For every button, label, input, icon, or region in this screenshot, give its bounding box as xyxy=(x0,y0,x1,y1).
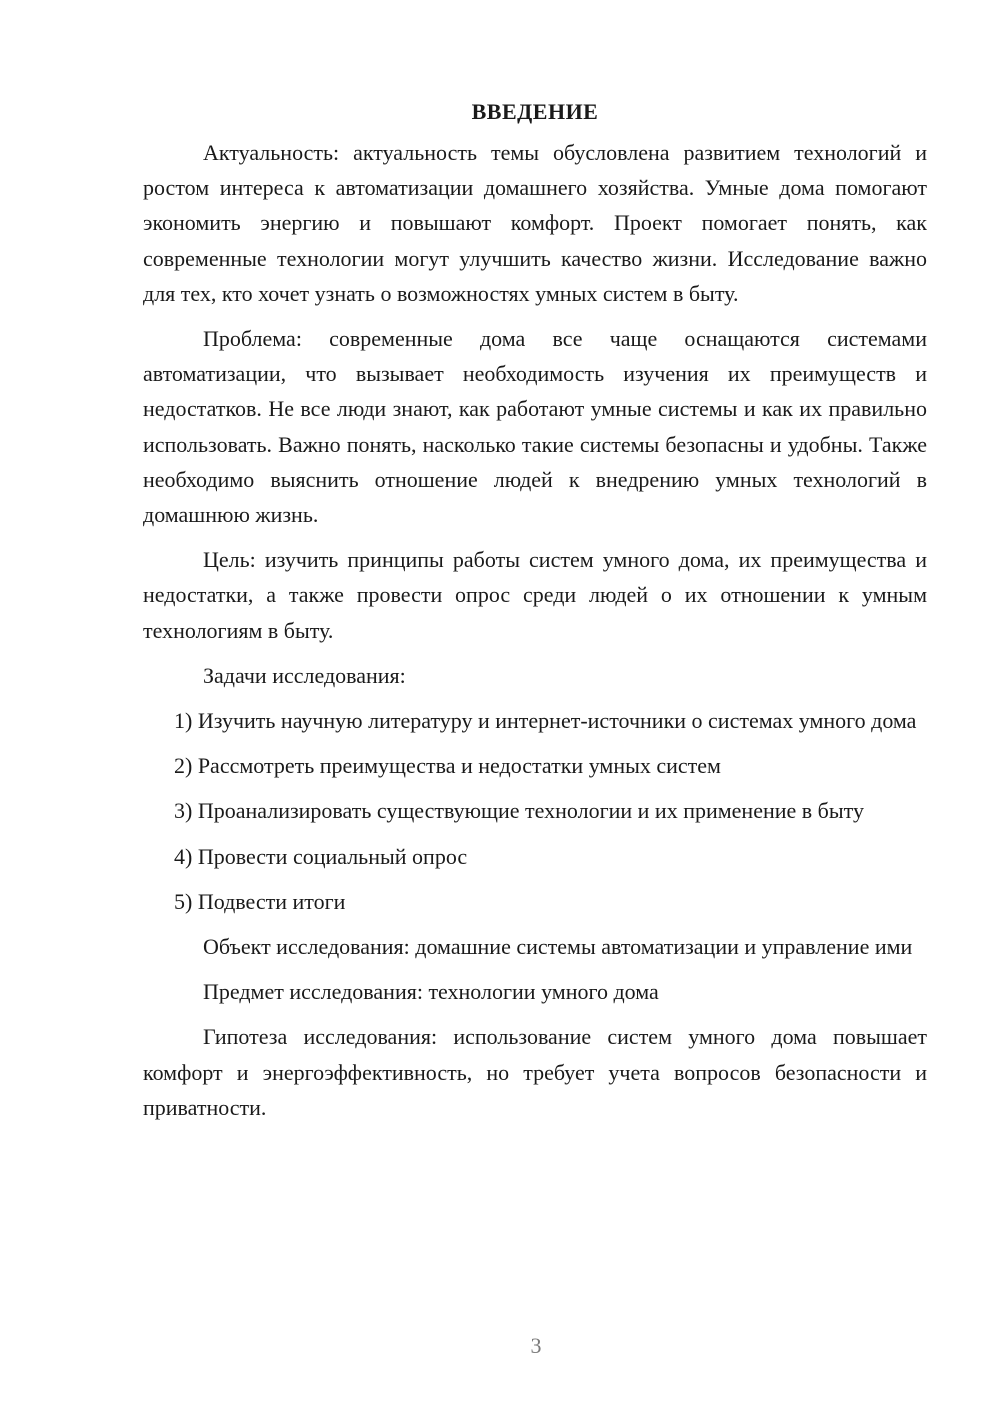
paragraph-object: Объект исследования: домашние системы автоматизации и управление ими xyxy=(203,934,913,960)
task-item-3: 3) Проанализировать существующие технологии и их применение в быту xyxy=(174,798,864,824)
paragraph-hypothesis: Гипотеза исследования: использование систем умного дома повышает комфорт и энергоэффективность, но требует учета вопросов безопасности и приватности. xyxy=(143,1024,927,1120)
task-item-2: 2) Рассмотреть преимущества и недостатки умных систем xyxy=(174,753,721,779)
document-page xyxy=(143,94,927,1135)
task-item-1: 1) Изучить научную литературу и интернет-источники о системах умного дома xyxy=(174,708,917,734)
paragraph-problem: Проблема: современные дома все чаще оснащаются системами автоматизации, что вызывает необходимость изучения их преимуществ и недостатков. Не все люди знают, как работают умные системы и как их правильно использовать. Важно понять, насколько такие системы безопасны и удобны. Также необходимо выяснить отношение людей к внедрению умных технологий в домашнюю жизнь. xyxy=(143,326,927,528)
paragraph-goal: Цель: изучить принципы работы систем умного дома, их преимущества и недостатки, а также провести опрос среди людей о их отношении к умным технологиям в быту. xyxy=(143,547,927,643)
paragraph-tasks-heading: Задачи исследования: xyxy=(203,662,406,688)
paragraph-relevance: Актуальность: актуальность темы обусловлена развитием технологий и ростом интереса к автоматизации домашнего хозяйства. Умные дома помогают экономить энергию и повышают комфорт. Проект помогает понять, как современные технологии могут улучшить качество жизни. Исследование важно для тех, кто хочет узнать о возможностях умных систем в быту. xyxy=(143,140,927,306)
task-item-5: 5) Подвести итоги xyxy=(174,888,346,914)
page-number: 3 xyxy=(530,1333,542,1358)
paragraph-subject: Предмет исследования: технологии умного дома xyxy=(203,979,659,1005)
task-item-4: 4) Провести социальный опрос xyxy=(174,843,468,869)
section-title: ВВЕДЕНИЕ xyxy=(471,99,599,124)
